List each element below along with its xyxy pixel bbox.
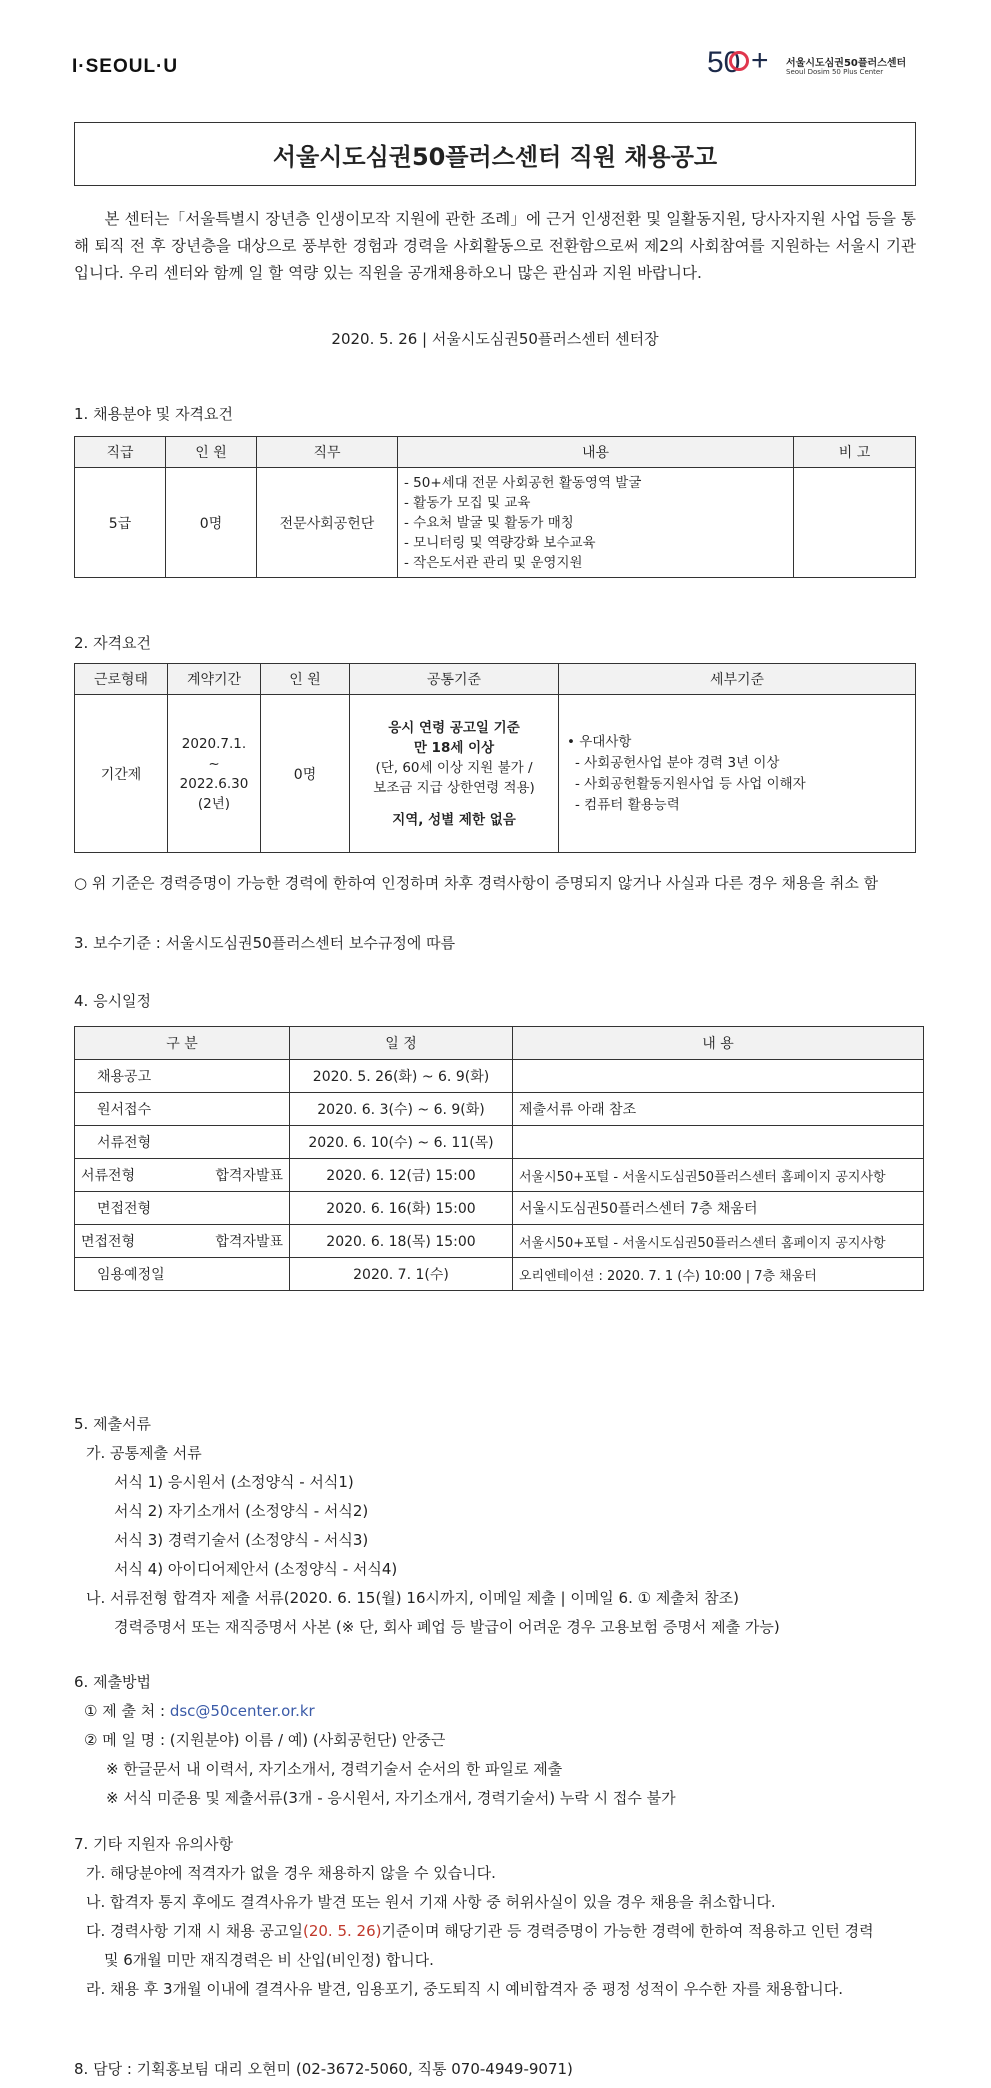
- pass-docs-detail: 경력증명서 또는 재직증명서 사본 (※ 단, 회사 폐업 등 발급이 어려운 경우 고용보험 증명서 제출 가능): [114, 1618, 780, 1636]
- section-1-heading: 1. 채용분야 및 자격요건: [74, 405, 234, 423]
- section-6: [74, 1668, 676, 1813]
- th-work-type: 근로형태: [75, 664, 168, 695]
- table-row: [75, 1060, 924, 1093]
- table-row: [75, 1258, 924, 1291]
- logo-plus: +: [751, 44, 769, 77]
- table-row: [75, 1192, 924, 1225]
- age-value: 만 18세 이상: [413, 739, 495, 756]
- submit-note: ※ 한글문서 내 이력서, 자기소개서, 경력기술서 순서의 한 파일로 제출: [106, 1760, 563, 1778]
- cell-detail-criteria: [559, 695, 916, 853]
- schedule-label: 면접전형: [75, 1192, 290, 1225]
- no-restriction: 지역, 성별 제한 없음: [392, 811, 516, 828]
- submit-to-label: ① 제 출 처 :: [84, 1702, 170, 1720]
- table-row: [75, 1225, 924, 1258]
- form-item: 서식 2) 자기소개서 (소정양식 - 서식2): [114, 1502, 369, 1520]
- pass-docs-title: 나. 서류전형 합격자 제출 서류(2020. 6. 15(월) 16시까지, 이메일 제출 | 이메일 6. ① 제출처 참조): [86, 1589, 739, 1607]
- section-2-heading: 2. 자격요건: [74, 634, 152, 652]
- schedule-date: 2020. 6. 10(수) ~ 6. 11(목): [290, 1126, 513, 1159]
- th-common-criteria: 공통기준: [350, 664, 559, 695]
- schedule-content: 제출서류 아래 참조: [513, 1093, 924, 1126]
- schedule-content: 서울시도심권50플러스센터 7층 채움터: [513, 1192, 924, 1225]
- email-link[interactable]: dsc@50center.or.kr: [169, 1702, 315, 1720]
- notice-item: 라. 채용 후 3개월 이내에 결격사유 발견, 임용포기, 중도퇴직 시 예비합격자 중 평정 성적이 우수한 자를 채용합니다.: [86, 1980, 843, 1998]
- notice-c-prefix: 다. 경력사항 기재 시 채용 공고일: [86, 1922, 303, 1940]
- schedule-content: 오리엔테이션 : 2020. 7. 1 (수) 10:00 | 7층 채움터: [513, 1258, 924, 1291]
- cell-count: 0명: [261, 695, 350, 853]
- schedule-label: 임용예정일: [75, 1258, 290, 1291]
- th-schedule: 일 정: [290, 1027, 513, 1060]
- schedule-date: 2020. 7. 1(수): [290, 1258, 513, 1291]
- cell-count: 0명: [166, 468, 257, 578]
- th-content: 내용: [398, 437, 794, 468]
- period-tilde: ~: [208, 755, 220, 772]
- logo-english-name: Seoul Dosim 50 Plus Center: [786, 68, 884, 76]
- preference-item: - 컴퓨터 활용능력: [575, 796, 680, 813]
- schedule-date: 2020. 6. 18(목) 15:00: [290, 1225, 513, 1258]
- age-note-2: 보조금 지급 상한연령 적용): [373, 779, 535, 796]
- logo-number: 50: [707, 46, 741, 79]
- schedule-date: 2020. 6. 12(금) 15:00: [290, 1159, 513, 1192]
- section-5-heading: 5. 제출서류: [74, 1415, 152, 1433]
- table-row: [75, 1126, 924, 1159]
- content-item: - 수요처 발굴 및 활동가 매칭: [404, 514, 574, 531]
- page-title: 서울시도심권50플러스센터 직원 채용공고: [74, 122, 916, 186]
- preference-item: - 사회공헌활동지원사업 등 사업 이해자: [575, 775, 806, 792]
- content-item: - 작은도서관 관리 및 운영지원: [404, 554, 583, 571]
- cell-duty: 전문사회공헌단: [257, 468, 398, 578]
- schedule-content: [513, 1060, 924, 1093]
- cell-common-criteria: [350, 695, 559, 853]
- cell-contract-period: [168, 695, 261, 853]
- form-item: 서식 3) 경력기술서 (소정양식 - 서식3): [114, 1531, 369, 1549]
- notice-c-date: (20. 5. 26): [302, 1922, 382, 1940]
- section-4-heading: 4. 응시일정: [74, 992, 152, 1010]
- schedule-date: 2020. 5. 26(화) ~ 6. 9(화): [290, 1060, 513, 1093]
- logo-korean-name: 서울시도심권50플러스센터: [786, 58, 907, 69]
- cell-grade: 5급: [75, 468, 166, 578]
- notice-item: 가. 해당분야에 적격자가 없을 경우 채용하지 않을 수 있습니다.: [86, 1864, 496, 1882]
- th-count: 인 원: [166, 437, 257, 468]
- form-item: 서식 4) 아이디어제안서 (소정양식 - 서식4): [114, 1560, 398, 1578]
- schedule-content: 서울시50+포털 - 서울시도심권50플러스센터 홈페이지 공지사항: [513, 1225, 924, 1258]
- common-docs-title: 가. 공통제출 서류: [86, 1444, 202, 1462]
- age-note-1: (단, 60세 이상 지원 불가 /: [375, 759, 533, 776]
- preference-title: • 우대사항: [567, 733, 632, 750]
- content-item: - 50+세대 전문 사회공헌 활동영역 발굴: [404, 474, 642, 491]
- qualification-note: ○ 위 기준은 경력증명이 가능한 경력에 한하여 인정하며 차후 경력사항이 증명되지 않거나 사실과 다른 경우 채용을 취소 함: [74, 874, 879, 892]
- table-row: [75, 1093, 924, 1126]
- form-item: 서식 1) 응시원서 (소정양식 - 서식1): [114, 1473, 354, 1491]
- schedule-label: 서류전형: [75, 1126, 290, 1159]
- section-3-heading: 3. 보수기준 : 서울시도심권50플러스센터 보수규정에 따름: [74, 934, 456, 952]
- schedule-content: [513, 1126, 924, 1159]
- submit-note: ※ 서식 미준용 및 제출서류(3개 - 응시원서, 자기소개서, 경력기술서) 누락 시 접수 불가: [106, 1789, 676, 1807]
- content-item: - 활동가 모집 및 교육: [404, 494, 531, 511]
- period-start: 2020.7.1.: [181, 735, 247, 752]
- notice-item: [74, 1917, 924, 1946]
- contact-line: 8. 담당 : 기획홍보팀 대리 오현미 (02-3672-5060, 직통 070-4949-9071): [74, 2060, 573, 2078]
- schedule-label: 채용공고: [75, 1060, 290, 1093]
- logo-ring-icon: [729, 51, 749, 71]
- section-6-heading: 6. 제출방법: [74, 1673, 152, 1691]
- th-category: 구 분: [75, 1027, 290, 1060]
- period-end: 2022.6.30: [179, 775, 249, 792]
- submit-to-line: [74, 1697, 676, 1726]
- schedule-label: 면접전형 합격자발표: [75, 1225, 290, 1258]
- notice-c-suffix: 기준이며 해당기관 등 경력증명이 가능한 경력에 한하여 적용하고 인턴 경력: [381, 1922, 874, 1940]
- schedule-date: 2020. 6. 3(수) ~ 6. 9(화): [290, 1093, 513, 1126]
- announcement-date: 2020. 5. 26 | 서울시도심권50플러스센터 센터장: [331, 330, 659, 348]
- th-remarks: 비 고: [794, 437, 916, 468]
- th-duty: 직무: [257, 437, 398, 468]
- th-details: 내 용: [513, 1027, 924, 1060]
- notice-item: 나. 합격자 통지 후에도 결격사유가 발견 또는 원서 기재 사항 중 허위사실이 있을 경우 채용을 취소합니다.: [86, 1893, 776, 1911]
- cell-remarks: [794, 468, 916, 578]
- th-count: 인 원: [261, 664, 350, 695]
- position-table: [74, 436, 916, 578]
- cell-content: [398, 468, 794, 578]
- seoul-logo: I·SEOUL·U: [72, 56, 179, 77]
- content-item: - 모니터링 및 역량강화 보수교육: [404, 534, 596, 551]
- preference-item: - 사회공헌사업 분야 경력 3년 이상: [575, 754, 780, 771]
- schedule-label: 서류전형 합격자발표: [75, 1159, 290, 1192]
- age-criteria: 응시 연령 공고일 기준: [388, 719, 520, 736]
- table-row: [75, 1159, 924, 1192]
- schedule-table: [74, 1026, 924, 1291]
- section-7-heading: 7. 기타 지원자 유의사항: [74, 1835, 234, 1853]
- cell-work-type: 기간제: [75, 695, 168, 853]
- section-5: [74, 1410, 780, 1642]
- intro-paragraph: [74, 206, 916, 287]
- notice-item-cont: 및 6개월 미만 재직경력은 비 산입(비인정) 합니다.: [104, 1951, 434, 1969]
- section-7: [74, 1830, 924, 2004]
- th-contract-period: 계약기간: [168, 664, 261, 695]
- schedule-content: 서울시50+포털 - 서울시도심권50플러스센터 홈페이지 공지사항: [513, 1159, 924, 1192]
- center-logo: [707, 44, 922, 84]
- period-duration: (2년): [197, 795, 231, 812]
- th-detail-criteria: 세부기준: [559, 664, 916, 695]
- schedule-date: 2020. 6. 16(화) 15:00: [290, 1192, 513, 1225]
- qualification-table: [74, 663, 916, 853]
- th-grade: 직급: [75, 437, 166, 468]
- mail-title-line: ② 메 일 명 : (지원분야) 이름 / 예) (사회공헌단) 안중근: [84, 1731, 446, 1749]
- intro-text: 본 센터는「서울특별시 장년층 인생이모작 지원에 관한 조례」에 근거 인생전환 및 일활동지원, 당사자지원 사업 등을 통해 퇴직 전 후 장년층을 대상으로 풍부한 경험과 경력을 사회활동으로 전환함으로써 제2의 사회참여를 지원하는 서울시 기관입니다. 우리 센터와 함께 일 할 역량 있는 직원을 공개채용하오니 많은 관심과 지원 바랍니다.: [74, 210, 917, 282]
- schedule-label: 원서접수: [75, 1093, 290, 1126]
